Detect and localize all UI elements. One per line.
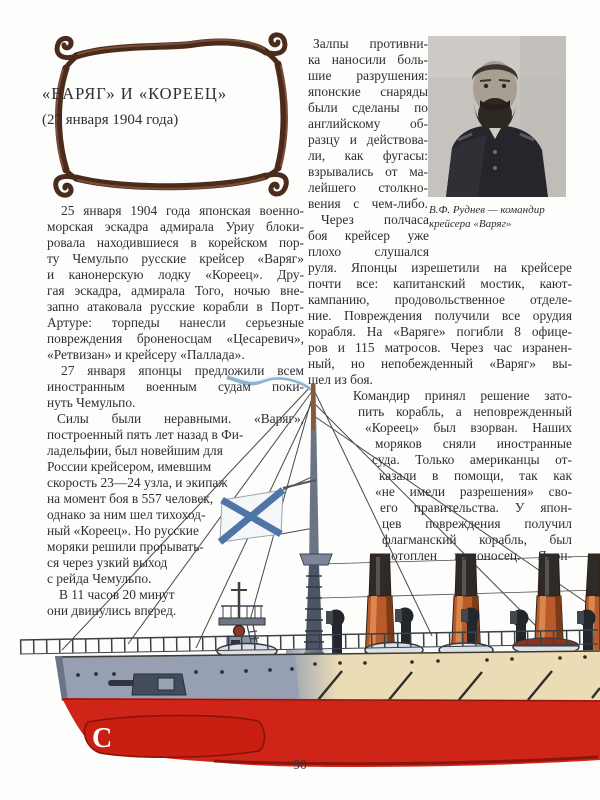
text-line: ный «Кореец». Но русские bbox=[47, 523, 199, 538]
right-paragraph-3 bbox=[308, 388, 572, 564]
text-line: ров и 115 матросов. Через час изранен- bbox=[308, 340, 572, 355]
right-paragraph-1 bbox=[308, 36, 428, 212]
text-line: Командир принял решение зато- bbox=[353, 388, 572, 403]
title-plate bbox=[42, 28, 298, 200]
caption-line: крейсера «Варяг» bbox=[429, 218, 512, 230]
text-line: японские снаряды bbox=[308, 84, 428, 99]
rudnev-portrait-photo bbox=[428, 36, 566, 197]
text-line: вения с чем-либо. bbox=[308, 196, 428, 211]
text-line: запно атаковала русские корабли в Порт- bbox=[47, 299, 304, 314]
text-line: его правительства. У япон- bbox=[380, 500, 572, 515]
portrait-image bbox=[428, 36, 566, 197]
text-line: ровала находившиеся в корейском пор- bbox=[47, 235, 304, 250]
text-line: моряков сняли иностранные bbox=[375, 436, 572, 451]
text-line: казали в помощи, так как bbox=[379, 468, 572, 483]
text-line: цев повреждения получил bbox=[382, 516, 572, 531]
chapter-subtitle: (27 января 1904 года) bbox=[42, 112, 179, 128]
text-line: были сделаны по bbox=[308, 100, 428, 115]
text-line: Залпы противни- bbox=[313, 36, 428, 51]
right-paragraph-2-narrow bbox=[308, 212, 429, 260]
text-line: шел из боя. bbox=[308, 372, 373, 387]
text-line: корабля. На «Варяге» погибли 8 офице- bbox=[308, 324, 572, 339]
text-line: ли, как фугасы: bbox=[308, 148, 428, 163]
text-line: ся через узкий выход bbox=[47, 555, 168, 570]
text-line: построенный пять лет назад в Фи- bbox=[47, 427, 244, 442]
text-line: английскому об- bbox=[308, 116, 428, 131]
text-line: ка наносили боль- bbox=[308, 52, 428, 67]
upper-hull bbox=[55, 650, 600, 705]
text-line: на момент боя в 557 человек, bbox=[47, 491, 214, 506]
text-line: взрывались от ма- bbox=[308, 164, 428, 179]
text-line: морская эскадра адмирала Уриу блоки- bbox=[47, 219, 304, 234]
portrait-caption bbox=[429, 203, 577, 231]
chapter-title: «ВАРЯГ» И «КОРЕЕЦ» bbox=[42, 84, 228, 103]
text-line: руля. Японцы изрешетили на крейсере bbox=[308, 260, 572, 275]
text-line: иностранным военным судам поки- bbox=[47, 379, 304, 394]
searchlight bbox=[234, 626, 245, 637]
text-line: 27 января японцы предложили всем bbox=[61, 363, 304, 378]
text-line: ладельфии, был новейшим для bbox=[47, 443, 223, 458]
text-line: гая эскадра, адмирала Того, ночью вне- bbox=[47, 283, 304, 298]
text-line: кампанию, продовольственное отделе- bbox=[308, 292, 572, 307]
text-line: лейшего столкно- bbox=[308, 180, 428, 195]
text-line: «Кореец» был взорван. Наших bbox=[365, 420, 572, 435]
text-line: Силы были неравными. «Варяг», bbox=[57, 411, 304, 426]
text-line: шие разрушения: bbox=[308, 68, 428, 83]
text-line: плохо слушался bbox=[308, 244, 429, 259]
left-paragraph-4 bbox=[47, 587, 247, 619]
text-line: флагманский корабль, был bbox=[382, 532, 572, 547]
red-hull bbox=[62, 698, 600, 767]
page-number: 90 bbox=[293, 757, 307, 772]
text-line: и канонерскую лодку «Кореец». Дру- bbox=[47, 267, 304, 282]
text-line: они двинулись вперед. bbox=[47, 603, 177, 618]
text-line: моряки решили прорывать- bbox=[47, 539, 204, 554]
text-line: В 11 часов 20 минут bbox=[59, 587, 175, 602]
text-line: ние. Повреждения получили все орудия bbox=[308, 308, 572, 323]
left-paragraph-1 bbox=[47, 203, 304, 363]
text-line: Артуре: торпеды нанесли серьезные bbox=[47, 315, 304, 330]
text-line: суда. Только американцы от- bbox=[372, 452, 572, 467]
text-line: повреждения броненосцам «Цесаревич», bbox=[47, 331, 304, 346]
text-line: пить корабль, а неповрежденный bbox=[358, 404, 572, 419]
text-line: боя крейсер уже bbox=[308, 228, 429, 243]
text-line: Через полчаса bbox=[321, 212, 429, 227]
text-line: разцу и действова- bbox=[308, 132, 428, 147]
text-line: 25 января 1904 года японская военно- bbox=[61, 203, 304, 218]
text-line: ный, но непобежденный «Варяг» вы- bbox=[308, 356, 572, 371]
text-line: ту Чемульпо русские крейсер «Варяг» bbox=[47, 251, 304, 266]
left-paragraph-3 bbox=[47, 411, 304, 587]
text-line: потоплен миноносец. Япон- bbox=[384, 548, 572, 563]
text-line: «Ретвизан» и крейсеру «Паллада». bbox=[47, 347, 245, 362]
caption-line: В.Ф. Руднев — командир bbox=[429, 204, 545, 216]
left-paragraph-2 bbox=[47, 363, 304, 411]
text-line: однако за ним шел тихоход- bbox=[47, 507, 206, 522]
text-line: «не имели разрешения» сво- bbox=[375, 484, 572, 499]
text-line: нуть Чемульпо. bbox=[47, 395, 136, 410]
text-line: с рейда Чемульпо. bbox=[47, 571, 152, 586]
hull-letter: С bbox=[92, 723, 113, 754]
text-line: России крейсером, имевшим bbox=[47, 459, 212, 474]
right-paragraph-2-wide bbox=[308, 260, 572, 388]
text-line: почти все: капитанский мостик, кают- bbox=[308, 276, 572, 291]
text-line: скорость 23—24 узла, и экипаж bbox=[47, 475, 228, 490]
